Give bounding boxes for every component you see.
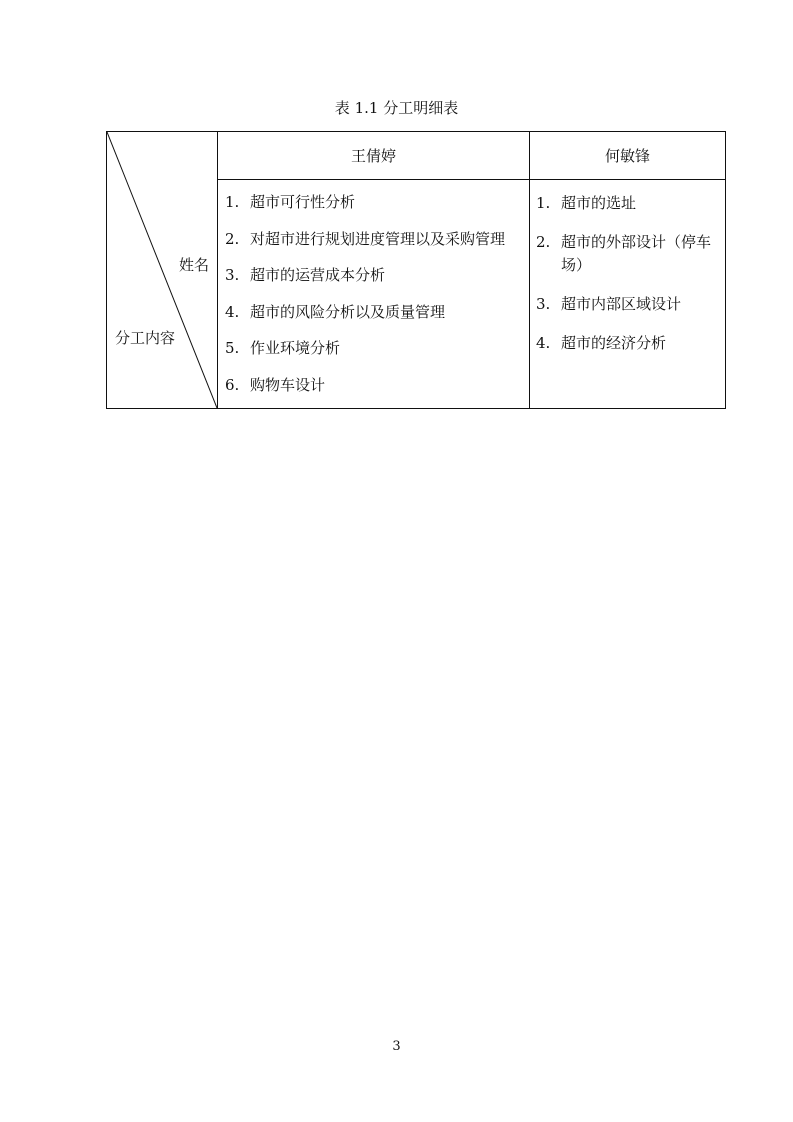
task-number: 3. xyxy=(225,266,240,284)
task-number: 3. xyxy=(536,295,551,313)
list-item xyxy=(225,375,525,412)
list-item xyxy=(225,229,525,266)
task-number: 2. xyxy=(536,233,551,251)
corner-label-content: 分工内容 xyxy=(115,329,176,347)
task-text: 超市的风险分析以及质量管理 xyxy=(250,302,446,321)
task-list-wang xyxy=(225,192,525,411)
task-text: 作业环境分析 xyxy=(250,339,341,357)
task-text: 购物车设计 xyxy=(250,375,326,394)
task-text: 超市的外部设计（停车场） xyxy=(561,233,712,274)
task-text: 超市内部区域设计 xyxy=(561,295,682,313)
table-caption: 表 1.1 分工明细表 xyxy=(334,99,459,117)
list-item xyxy=(225,338,525,375)
header-divider xyxy=(217,179,725,180)
corner-label-name: 姓名 xyxy=(179,256,210,274)
task-number: 2. xyxy=(225,229,240,248)
task-number: 4. xyxy=(225,302,240,321)
division-of-work-table xyxy=(106,131,726,409)
list-item xyxy=(536,293,722,316)
task-list-he xyxy=(536,192,722,371)
list-item xyxy=(225,265,525,302)
task-number: 1. xyxy=(225,193,240,211)
task-number: 6. xyxy=(225,375,240,394)
task-number: 1. xyxy=(536,194,551,212)
column-header-wang: 王倩婷 xyxy=(350,147,396,165)
column-header-he: 何敏锋 xyxy=(604,147,650,165)
task-text: 超市的选址 xyxy=(561,194,637,212)
task-text: 对超市进行规划进度管理以及采购管理 xyxy=(250,229,506,248)
page-number: 3 xyxy=(392,1039,401,1054)
list-item xyxy=(536,192,722,215)
list-item xyxy=(536,332,722,355)
list-item xyxy=(536,231,722,277)
task-number: 4. xyxy=(536,334,551,352)
list-item xyxy=(225,302,525,339)
task-text: 超市的经济分析 xyxy=(561,334,667,352)
list-item xyxy=(225,192,525,229)
task-text: 超市可行性分析 xyxy=(250,193,356,211)
task-text: 超市的运营成本分析 xyxy=(250,266,386,284)
task-number: 5. xyxy=(225,339,240,357)
